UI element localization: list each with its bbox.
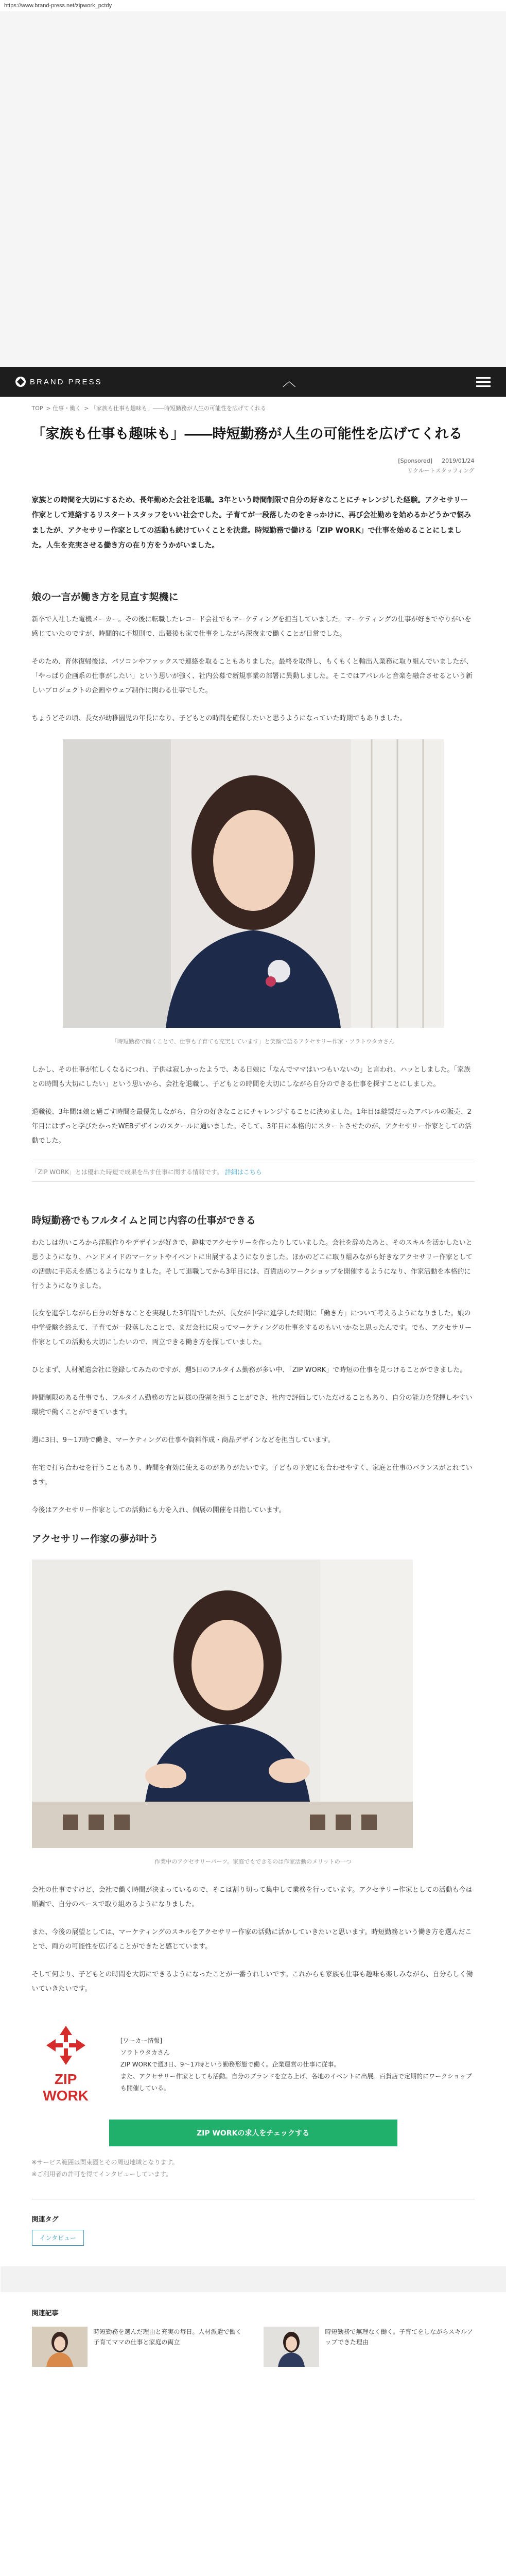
zip-work-logo	[32, 2025, 100, 2104]
paragraph: 退職後、3年間は娘と過ごす時間を最優先しながら、自分の好きなことにチャレンジすることに決めました。1年目は縫製だったアパレルの販売、2年目にはずっと学びたかったWEBデザインのスクールに通いました。そして、3年目に本格的にスタートさせたのが、アクセサリー作家としての活動でした。	[31, 1108, 472, 1145]
photo-caption: 作業中のアクセサリーパーツ。家庭でもできるのは作家活動のメリットの一つ	[154, 1858, 352, 1865]
profile-line: ソラトウタカさん	[120, 2049, 170, 2057]
info-note	[32, 1162, 475, 1182]
related-article-card[interactable]	[32, 2327, 243, 2367]
paragraph: 在宅で打ち合わせを行うこともあり、時間を有効に使えるのがありがたいです。子どもの予定にも合わせやすく、家庭と仕事のバランスがとれています。	[31, 1464, 473, 1486]
note-link[interactable]: 詳細はこちら	[224, 1168, 262, 1176]
related-title: 時短勤務で無理なく働く。子育てをしながらスキルアップできた理由	[325, 2328, 474, 2346]
breadcrumb-item[interactable]: 仕事・働く	[53, 405, 81, 412]
fine-print	[32, 2157, 475, 2199]
hamburger-menu-icon[interactable]	[476, 377, 491, 387]
sponsored-label: [Sponsored]	[398, 457, 433, 464]
article-content	[32, 397, 475, 2382]
article-meta	[32, 457, 475, 466]
paragraph: 時間制限のある仕事でも、フルタイム勤務の方と同様の役割を担うことができ、社内で評価していただけることもあり、自分の能力を発揮しやすい環境で働くことができています。	[31, 1394, 473, 1417]
profile-line: ZIP WORKで週3日、9〜17時という勤務形態で働く。企業運営の仕事に従事。	[120, 2061, 340, 2069]
paragraph: 新卒で入社した電機メーカー。その後に転職したレコード会社でもマーケティングを担当していました。マーケティングの仕事が好きでやりがいを感じていたのですが、時間的に不規則で、出張後も家で仕事をしながら深夜まで働くことが日常でした。	[31, 616, 472, 638]
worker-profile	[32, 2009, 475, 2114]
tags-heading: 関連タグ	[31, 2216, 59, 2224]
ad-space	[0, 11, 506, 367]
related-thumbnail	[32, 2327, 88, 2367]
zip-work-cta-button[interactable]: ZIP WORKの求人をチェックする	[109, 2120, 397, 2146]
paragraph: そのため、育休復帰後は、パソコンやファックスで連絡を取ることもありました。最終を取得し、もくもくと輸出入業務に取り組んでいましたが、「やっぱり企画系の仕事がしたい」という思いが強く、社内公募で新規事業の部署に異動しました。そこではアパレルと音楽を融合させるという新しいプロジェクトの企画やウェブ制作に関わる仕事でした。	[31, 658, 473, 695]
section-divider	[1, 2266, 506, 2292]
section-heading: 時短勤務でもフルタイムと同じ内容の仕事ができる	[31, 1214, 256, 1226]
paragraph: 週に3日、9〜17時で働き、マーケティングの仕事や資料作成・商品デザインなどを担当しています。	[31, 1436, 335, 1445]
paragraph: 長女を進学しながら自分の好きなことを実現した3年間でしたが、長女が中学に進学した時期に「働き方」について考えるようになりました。娘の中学受験を終えて、子育てが一段落したことで、まだ会社に戻ってマーケティングの仕事をするのもいいかなと思ったんです。でも、アクセサリー作家としての活動も大切にしたいので、両立できる働き方を探していました。	[31, 1310, 472, 1347]
paragraph: ちょうどその頃、長女が幼稚園児の年長になり、子どもとの時間を確保したいと思うようになっていた時期でもありました。	[31, 715, 407, 723]
profile-line: また、アクセサリー作家としても活動。自分のブランドを立ち上げ、各地のイベントに出展。百貨店で定期的にワークショップも開催している。	[120, 2072, 472, 2092]
page-title: 「家族も仕事も趣味も」――時短勤務が人生の可能性を広げてくれる	[31, 426, 463, 442]
tag-interview[interactable]: インタビュー	[32, 2230, 84, 2246]
browser-url: https://www.brand-press.net/zipwork_pctdy	[4, 3, 112, 9]
client-name: リクルートスタッフィング	[407, 467, 475, 474]
interview-photo	[63, 739, 444, 1028]
breadcrumb-item[interactable]: TOP	[31, 405, 43, 412]
paragraph: 会社の仕事ですけど、会社で働く時間が決まっているので、そこは割り切って集中して業務を行っています。アクセサリー作家としての活動も今は順調で、自分のペースで取り組めるようになりました。	[31, 1886, 473, 1908]
brand-name: BRAND PRESS	[30, 377, 102, 386]
related-list	[32, 2327, 475, 2382]
paragraph: しかし、その仕事が忙しくなるにつれ、子供は寂しかったようで、ある日娘に「なんでママはいつもいないの」と言われ、ハッとしました。「家族との時間も大切にしたい」という思いから、会社を退職し、子どもとの時間を大切にしながら自分のできる仕事を探すことにしました。	[31, 1066, 471, 1088]
note-text: 「ZIP WORK」とは優れた時短で成果を出す仕事に関する情報です。	[31, 1168, 223, 1176]
paragraph: ひとまず、人材派遣会社に登録してみたのですが、週5日のフルタイム勤務が多い中、「ZIP WORK」で時短の仕事を見つけることができました。	[31, 1366, 467, 1375]
brand-logo[interactable]	[15, 377, 102, 387]
section-heading: 娘の一言が働き方を見直す契機に	[31, 591, 179, 603]
paragraph: わたしは幼いころから洋服作りやデザインが好きで、趣味でアクセサリーを作ったりしていました。会社を辞めたあと、そのスキルを活かしたいと思うようになり、ハンドメイドのマーケットやイベントに出展するようになりました。ほかのどこに取り組みながら好きなアクセサリー作家としての活動に手応えを感じるようになりました。そして退職してから3年目には、百貨店のワークショップを開催するようになり、作家活動を本格的に行うようになりました。	[31, 1239, 473, 1290]
brand-mark-icon	[15, 377, 26, 387]
profile-title: [ワーカー情報]	[120, 2037, 163, 2045]
chevron-up-icon[interactable]: ︿	[282, 374, 296, 389]
breadcrumb: TOP > 仕事・働く > 「家族も仕事も趣味も」――時短勤務が人生の可能性を広げてくれる	[31, 405, 266, 412]
paragraph: 今後はアクセサリー作家としての活動にも力を入れ、個展の開催を目指しています。	[31, 1506, 286, 1514]
section-heading: アクセサリー作家の夢が叶う	[31, 1533, 159, 1545]
breadcrumb-item: 「家族も仕事も趣味も」――時短勤務が人生の可能性を広げてくれる	[90, 405, 266, 412]
fine-print-line: ※サービス範囲は関東圏とその周辺地域となります。	[31, 2159, 179, 2166]
interview-photo-2	[32, 1560, 413, 1848]
photo-caption: 「時短勤務で働くことで、仕事も子育ても充実しています」と笑顔で語るアクセサリー作家・ソラトウタカさん	[111, 1038, 395, 1045]
fine-print-line: ※ご利用者の許可を得てインタビューしています。	[31, 2171, 172, 2178]
profile-text	[120, 2035, 475, 2094]
related-title: 時短勤務を選んだ理由と充実の毎日。人材派遣で働く子育てママの仕事と家庭の両立	[93, 2328, 242, 2346]
related-heading: 関連記事	[31, 2310, 59, 2318]
zip-work-wordmark: ZIP WORK	[43, 2071, 89, 2104]
paragraph: そして何より、子どもとの時間を大切にできるようになったことが一番うれしいです。これからも家族も仕事も趣味も楽しみながら、自分らしく働いていきたいです。	[31, 1970, 473, 1993]
related-article-card[interactable]	[264, 2327, 475, 2367]
paragraph: また、今後の展望としては、マーケティングのスキルをアクセサリー作家の活動に活かしていきたいと思います。時短勤務という働き方を選んだことで、両方の可能性を広げることができたと感じています。	[31, 1928, 472, 1951]
article-lead: 家族との時間を大切にするため、長年勤めた会社を退職。3年という時間制限で自分の好きなことにチャレンジした経験。アクセサリー作家として連絡するリスタートスタッフをいい社会でした。子育てが一段落したのをきっかけに、再び会社勤めを始めるかどうかで悩みましたが、アクセサリー作家としての活動も続けていくことを決意。時短勤務で働ける「ZIP WORK」で仕事を始めることにしました。人生を充実させる働き方の在り方をうかがいました。	[31, 496, 472, 550]
zip-arrows-icon	[45, 2025, 86, 2066]
related-thumbnail	[264, 2327, 319, 2367]
site-header	[0, 367, 506, 397]
publish-date: 2019/01/24	[442, 457, 475, 464]
